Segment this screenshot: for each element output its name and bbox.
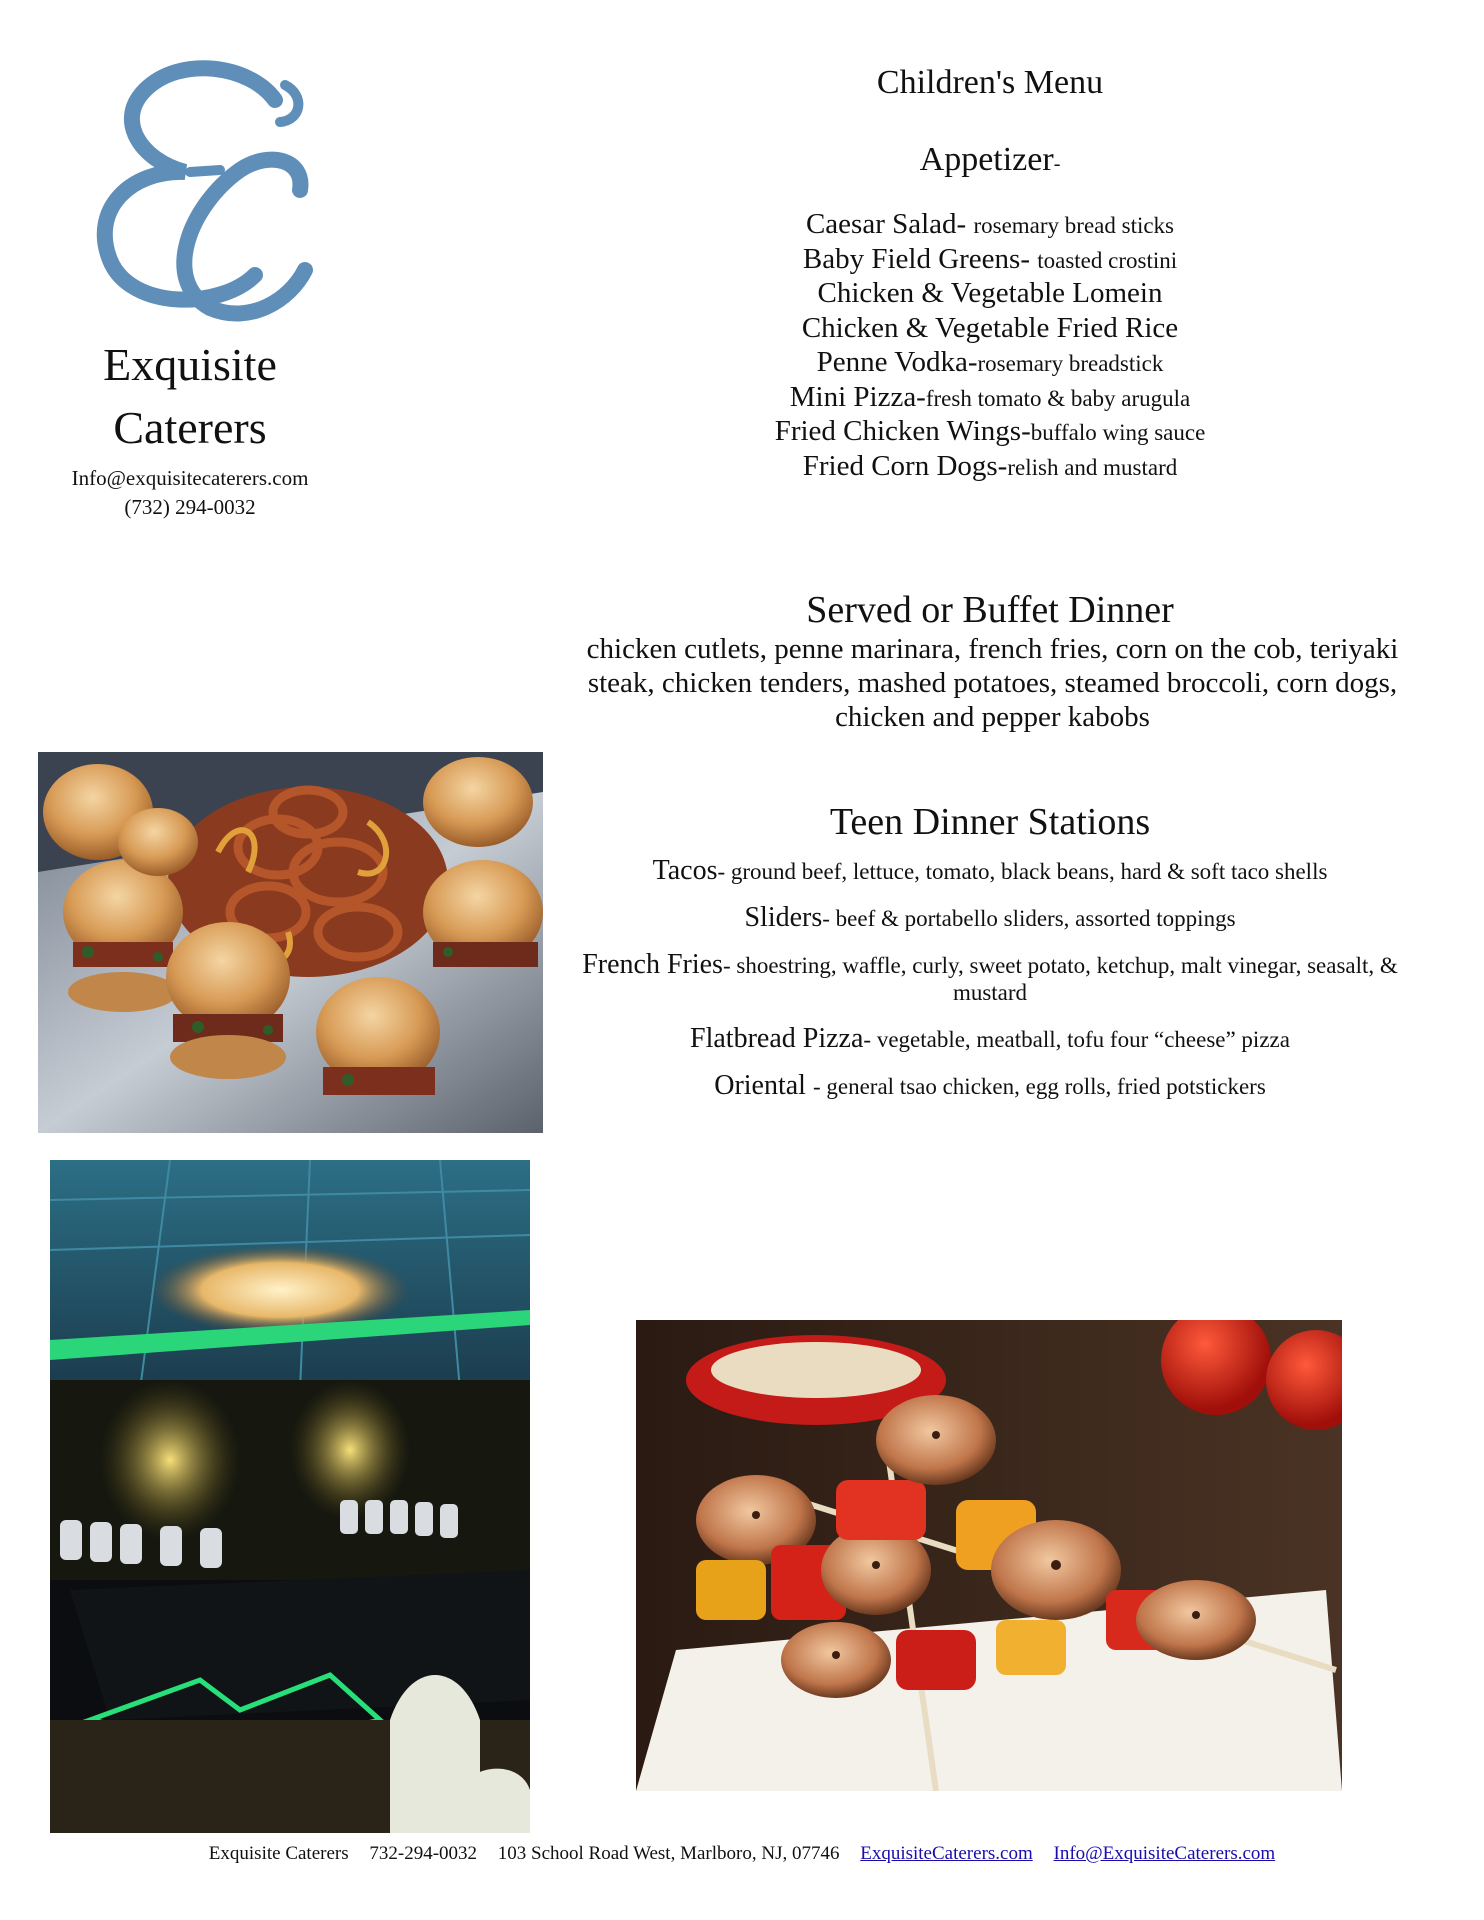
ec-monogram-logo <box>70 60 315 325</box>
appetizer-desc: toasted crostini <box>1037 247 1178 273</box>
station-desc: - vegetable, meatball, tofu four “cheese” pizza <box>863 1027 1290 1052</box>
appetizer-desc: rosemary bread sticks <box>973 213 1175 238</box>
list-item <box>555 902 1425 933</box>
station-desc: - beef & portabello sliders, assorted toppings <box>822 906 1236 931</box>
footer-email-link[interactable]: Info@ExquisiteCaterers.com <box>1053 1843 1276 1864</box>
appetizer-name: Fried Chicken Wings- <box>774 415 1031 447</box>
teen-stations-list <box>555 855 1425 1120</box>
list-item <box>555 381 1425 416</box>
list-item <box>555 450 1425 485</box>
footer-company: Exquisite Caterers <box>208 1843 349 1864</box>
list-item <box>555 949 1425 1006</box>
list-item <box>555 1023 1425 1054</box>
footer-website-link[interactable]: ExquisiteCaterers.com <box>860 1843 1033 1864</box>
footer-address: 103 School Road West, Marlboro, NJ, 07746 <box>497 1843 840 1864</box>
dinner-items: chicken cutlets, penne marinara, french fries, corn on the cob, teriyaki steak, chicken tenders, mashed potatoes, steamed broccoli, corn dogs, chicken and pepper kabobs <box>586 633 1399 733</box>
banquet-hall-photo <box>50 1160 530 1833</box>
station-name: French Fries <box>582 949 723 980</box>
brand-name-line2: Caterers <box>113 402 267 453</box>
station-name: Sliders <box>744 902 823 933</box>
appetizer-desc: relish and mustard <box>1007 454 1178 480</box>
list-item <box>555 243 1425 278</box>
list-item <box>555 277 1425 312</box>
appetizer-list <box>555 208 1425 484</box>
station-desc: - ground beef, lettuce, tomato, black beans, hard & soft taco shells <box>717 859 1328 884</box>
appetizer-name: Chicken & Vegetable Fried Rice <box>801 311 1179 344</box>
appetizer-desc: fresh tomato & baby arugula <box>925 385 1191 411</box>
menu-title: Children's Menu <box>876 64 1104 101</box>
appetizer-name: Chicken & Vegetable Lomein <box>817 277 1163 309</box>
dinner-heading: Served or Buffet Dinner <box>806 589 1174 631</box>
list-item <box>555 312 1425 347</box>
sliders-and-onion-rings-photo <box>38 752 543 1133</box>
list-item <box>555 1070 1425 1101</box>
chicken-pepper-kabob-photo <box>636 1320 1342 1791</box>
station-desc: - general tsao chicken, egg rolls, fried potstickers <box>812 1074 1266 1099</box>
footer-phone: 732-294-0032 <box>369 1843 478 1864</box>
teen-stations-heading: Teen Dinner Stations <box>829 801 1151 843</box>
appetizer-heading-text: Appetizer <box>919 141 1054 178</box>
appetizer-desc: rosemary breadstick <box>977 351 1164 376</box>
station-desc: - shoestring, waffle, curly, sweet potato, ketchup, malt vinegar, seasalt, & mustard <box>722 953 1398 1005</box>
list-item <box>555 855 1425 886</box>
brand-phone: (732) 294-0032 <box>124 495 256 519</box>
appetizer-name: Fried Corn Dogs- <box>802 449 1008 482</box>
station-name: Tacos <box>652 855 718 886</box>
appetizer-desc: buffalo wing sauce <box>1030 420 1206 445</box>
appetizer-name: Caesar Salad- <box>805 208 974 240</box>
appetizer-heading <box>555 141 1425 179</box>
appetizer-name: Mini Pizza- <box>789 380 926 413</box>
station-name: Flatbread Pizza <box>690 1023 864 1054</box>
list-item <box>555 415 1425 450</box>
appetizer-name: Baby Field Greens- <box>802 242 1038 275</box>
station-name: Oriental <box>714 1070 813 1101</box>
list-item <box>555 208 1425 243</box>
brand-email: Info@exquisitecaterers.com <box>71 466 309 490</box>
list-item <box>555 346 1425 381</box>
brand-name-line1: Exquisite <box>103 339 277 390</box>
footer <box>0 1843 1484 1865</box>
appetizer-name: Penne Vodka- <box>816 346 978 378</box>
appetizer-heading-suffix: - <box>1053 153 1061 175</box>
